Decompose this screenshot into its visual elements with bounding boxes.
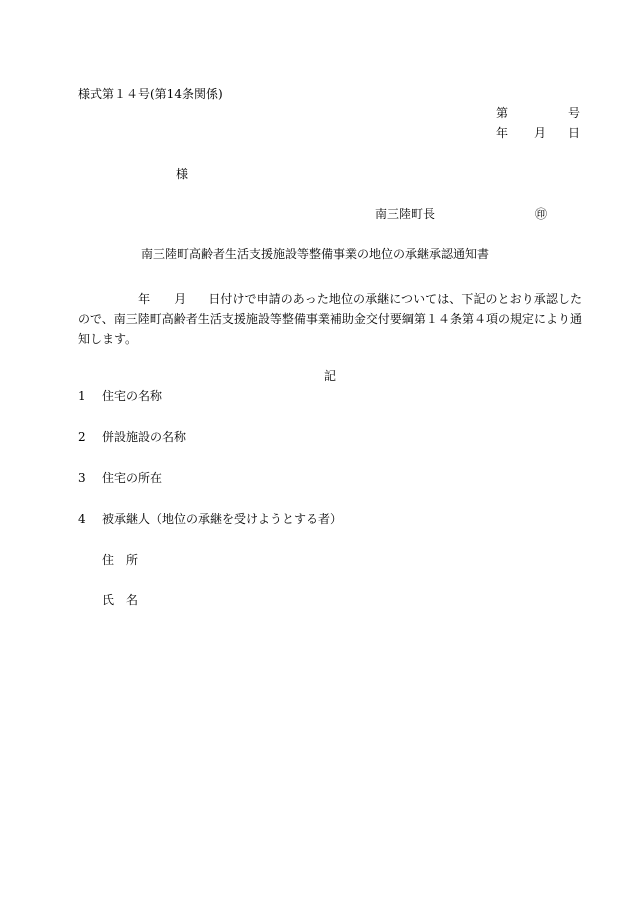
body-year: 年 — [138, 292, 151, 306]
date-day: 日 — [567, 126, 580, 140]
ki-heading: 記 — [323, 369, 336, 383]
successor-name-label: 氏 名 — [102, 593, 139, 607]
addressee: 様 — [176, 167, 189, 181]
date-year: 年 — [496, 126, 509, 140]
item-label: 住宅の名称 — [102, 389, 163, 403]
body-month: 月 — [174, 292, 187, 306]
list-item — [78, 430, 186, 444]
item-label: 併設施設の名称 — [102, 430, 187, 444]
issuer-name: 南三陸町長 — [375, 207, 436, 221]
item-number: 4 — [78, 512, 86, 526]
body-paragraph — [78, 289, 582, 349]
body-text: 日付けで申請のあった地位の承継については、下記のとおり承認したので、南三陸町高齢者生活支援施設等整備事業補助金交付要綱第１４条第４項の規定により通知します。 — [78, 292, 582, 346]
item-number: 1 — [78, 389, 86, 403]
seal-mark: ㊞ — [535, 207, 548, 221]
list-item — [78, 512, 342, 526]
list-item — [78, 471, 162, 485]
item-label: 住宅の所在 — [102, 471, 163, 485]
form-number: 様式第１４号(第14条関係) — [78, 87, 223, 101]
doc-number-suffix: 号 — [567, 106, 580, 120]
item-number: 2 — [78, 430, 86, 444]
document-title: 南三陸町高齢者生活支援施設等整備事業の地位の承継承認通知書 — [140, 247, 489, 261]
item-number: 3 — [78, 471, 86, 485]
list-item — [78, 389, 162, 403]
successor-address-label: 住 所 — [102, 553, 139, 567]
item-label: 被承継人（地位の承継を受けようとする者） — [102, 512, 343, 526]
date-month: 月 — [534, 126, 547, 140]
doc-number-prefix: 第 — [496, 106, 509, 120]
